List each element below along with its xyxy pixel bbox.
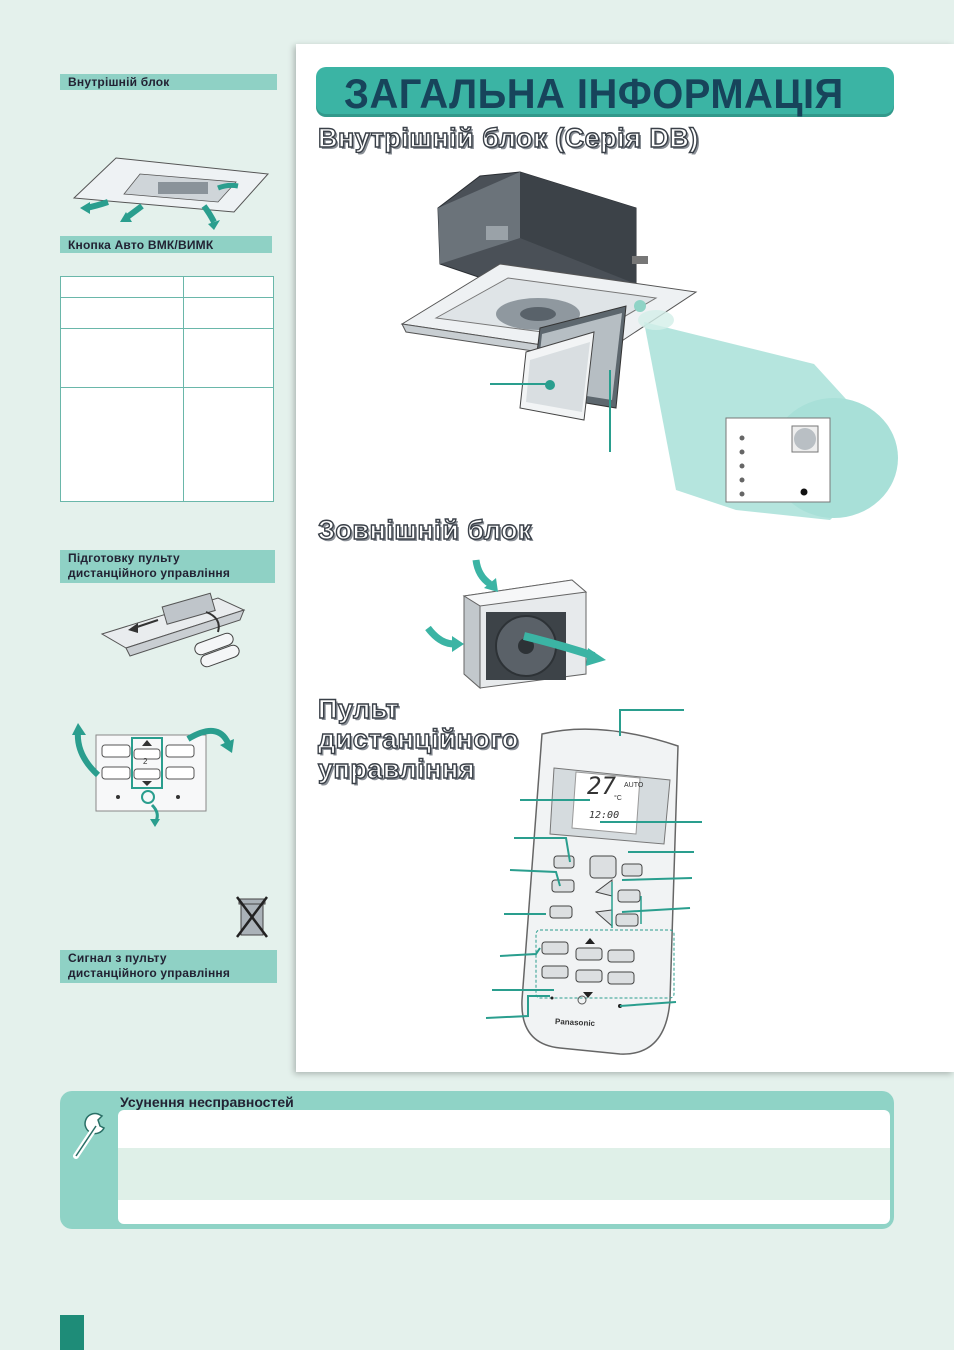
remote-title-line2: дистанційного <box>318 724 519 754</box>
remote-display-time: 12:00 <box>589 810 620 821</box>
table-cell <box>184 277 274 298</box>
indicator-panel-magnifier <box>636 300 900 526</box>
sidebar-header-auto-button: Кнопка Авто ВМК/ВИМК <box>60 236 272 253</box>
wrench-icon <box>70 1110 110 1162</box>
remote-title-line3: управління <box>318 754 476 784</box>
remote-brand-logo: Panasonic <box>554 1016 596 1029</box>
signal-line2: дистанційного управління <box>68 966 231 980</box>
remote-prep-line1: Підготовку пульту <box>68 551 180 565</box>
signal-line1: Сигнал з пульту <box>68 951 167 965</box>
sidebar-header-remote-signal <box>60 950 277 983</box>
indoor-unit-airflow-illustration <box>68 152 272 230</box>
mini-remote-digit: 2 <box>143 757 148 766</box>
battery-insertion-illustration <box>98 590 248 672</box>
table-cell <box>184 388 274 502</box>
remote-prep-line2: дистанційного управління <box>68 566 231 580</box>
remote-display-mode: AUTO <box>624 782 644 789</box>
table-cell <box>61 329 184 388</box>
table-cell <box>61 388 184 502</box>
no-disposal-icon <box>236 895 268 939</box>
troubleshooting-band <box>118 1148 890 1200</box>
troubleshooting-content <box>118 1110 890 1224</box>
title-banner <box>316 67 894 117</box>
mini-remote-buttons-illustration <box>68 715 238 827</box>
remote-display-temp: 27 <box>587 772 616 800</box>
table-cell <box>184 329 274 388</box>
table-cell <box>61 298 184 329</box>
table-cell <box>61 277 184 298</box>
auto-button-table <box>60 276 274 502</box>
sidebar-header-remote-prep <box>60 550 275 583</box>
section-title-indoor: Внутрішній блок (Серія DB) <box>318 123 699 153</box>
outdoor-unit-illustration <box>424 556 608 692</box>
table-cell <box>184 298 274 329</box>
section-title-outdoor: Зовнішній блок <box>318 515 533 545</box>
remote-display-unit: °C <box>614 795 622 802</box>
remote-leader-lines <box>480 700 710 1030</box>
page-title: ЗАГАЛЬНА ІНФОРМАЦІЯ <box>344 70 844 117</box>
indoor-leader-lines <box>490 360 620 452</box>
remote-title-line1: Пульт <box>318 694 400 724</box>
page-number-tab <box>60 1315 84 1350</box>
sidebar-header-indoor-unit: Внутрішній блок <box>60 74 277 90</box>
troubleshooting-title: Усунення несправностей <box>120 1094 294 1110</box>
